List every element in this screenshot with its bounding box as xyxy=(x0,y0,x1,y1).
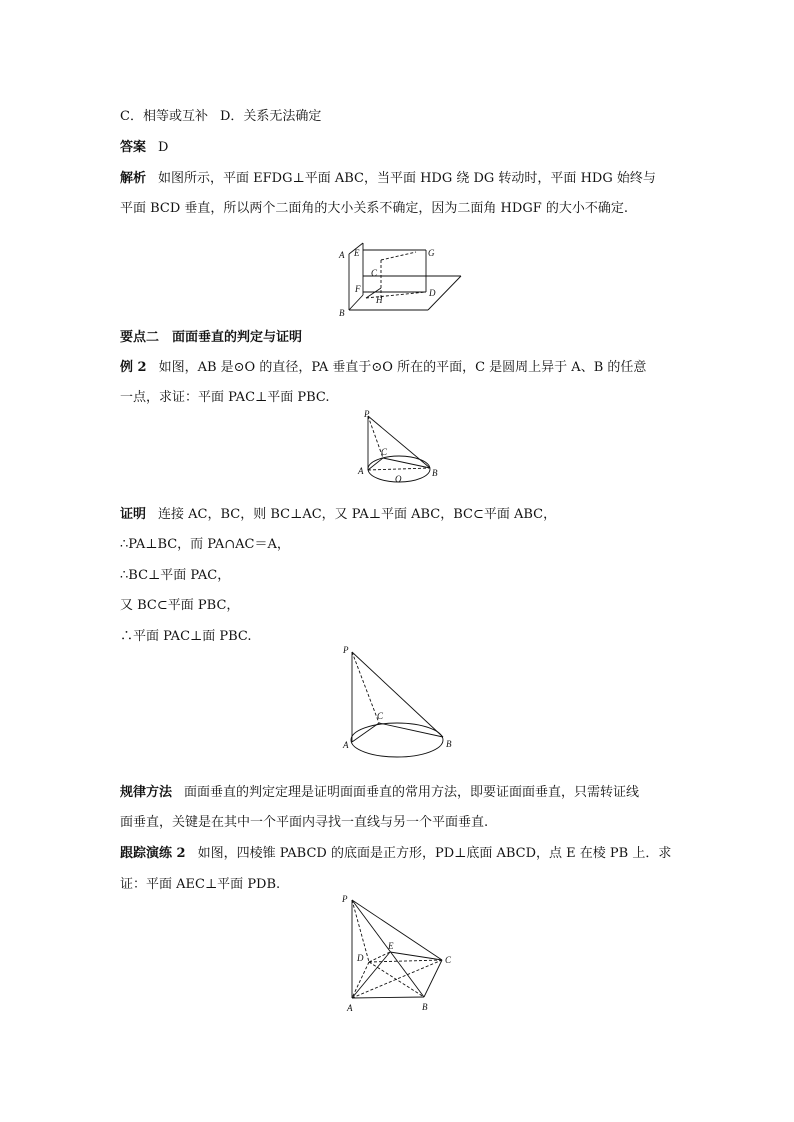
fig4-label-b: B xyxy=(422,1002,428,1012)
fig3-label-c: C xyxy=(377,711,384,721)
figure-planes xyxy=(336,240,466,320)
analysis-label: 解析 xyxy=(120,171,147,186)
analysis-text-1: 如图所示，平面 EFDG⊥平面 ABC，当平面 HDG 绕 DG 转动时，平面 HDG 始终与 xyxy=(158,171,656,186)
method-line-2: 面垂直，关键是在其中一个平面内寻找一直线与另一个平面垂直. xyxy=(120,815,489,830)
analysis-line-1 xyxy=(120,170,656,188)
method-line-1 xyxy=(120,784,639,802)
answer-label: 答案 xyxy=(120,140,147,155)
fig2-label-o: O xyxy=(395,474,402,484)
answer-line xyxy=(120,139,168,157)
fig1-label-b: B xyxy=(339,308,345,318)
fig2-label-p: P xyxy=(364,409,370,419)
fig3-label-b: B xyxy=(446,739,452,749)
fig2-label-a: A xyxy=(358,466,364,476)
fig4-label-p: P xyxy=(342,894,348,904)
fig1-label-h: H xyxy=(376,295,383,305)
fig4-edge xyxy=(390,952,442,960)
fig2-edge xyxy=(383,458,430,468)
fig4-edge xyxy=(352,900,442,960)
proof-line-4: 又 BC⊂平面 PBC， xyxy=(120,598,240,613)
fig4-edge xyxy=(424,960,442,997)
fig1-label-c: C xyxy=(371,268,378,278)
fig4-dashed-edge xyxy=(352,960,442,998)
fig3-label-p: P xyxy=(343,645,349,655)
proof-text-1: 连接 AC，BC，则 BC⊥AC，又 PA⊥平面 ABC，BC⊂平面 ABC， xyxy=(158,507,557,522)
section-heading: 要点二 面面垂直的判定与证明 xyxy=(120,330,303,345)
fig4-dashed-edge xyxy=(369,952,390,962)
fig4-dashed-edge xyxy=(369,960,442,962)
figure-cone-small xyxy=(355,408,445,488)
fig3-dashed-edge xyxy=(352,652,379,723)
fig4-label-c: C xyxy=(445,955,452,965)
fig3-label-a: A xyxy=(343,740,349,750)
option-c: C．相等或互补 xyxy=(120,109,208,124)
practice2-line-1 xyxy=(120,845,671,863)
fig4-label-a: A xyxy=(347,1003,353,1013)
fig2-diameter xyxy=(368,468,430,470)
example2-label: 例 2 xyxy=(120,360,147,375)
proof-line-5: ∴平面 PAC⊥面 PBC. xyxy=(120,629,252,644)
example2-text-1: 如图，AB 是⊙O 的直径，PA 垂直于⊙O 所在的平面，C 是圆周上异于 A、B 的任意 xyxy=(158,360,647,375)
practice2-line-2: 证：平面 AEC⊥平面 PDB. xyxy=(120,877,281,892)
fig4-label-e: E xyxy=(388,941,394,951)
example2-line-2: 一点，求证：平面 PAC⊥平面 PBC. xyxy=(120,390,330,405)
fig2-label-c: C xyxy=(381,447,388,457)
fig1-edge xyxy=(349,295,363,310)
analysis-line-2: 平面 BCD 垂直，所以两个二面角的大小关系不确定，因为二面角 HDGF 的大小不确定. xyxy=(120,201,628,216)
proof-line-1 xyxy=(120,506,556,524)
options-line xyxy=(120,108,321,126)
proof-line-3: ∴BC⊥平面 PAC， xyxy=(120,568,231,583)
option-d: D．关系无法确定 xyxy=(219,109,322,124)
fig4-label-d: D xyxy=(357,953,364,963)
fig1-label-e: E xyxy=(354,248,360,258)
example2-line-1 xyxy=(120,359,646,377)
practice2-text-1: 如图，四棱锥 PABCD 的底面是正方形，PD⊥底面 ABCD，点 E 在棱 PB 上．求 xyxy=(197,846,672,861)
practice2-label: 跟踪演练 2 xyxy=(120,846,186,861)
answer-value: D xyxy=(158,140,169,155)
proof-line-2: ∴PA⊥BC，而 PA∩AC＝A， xyxy=(120,537,290,552)
fig1-dashed-edge xyxy=(366,292,426,298)
fig4-edge xyxy=(352,997,424,998)
fig1-dashed-edge xyxy=(381,252,416,260)
method-label: 规律方法 xyxy=(120,785,173,800)
fig3-base-circle xyxy=(351,723,443,757)
proof-label: 证明 xyxy=(120,507,147,522)
figure-pyramid xyxy=(338,890,468,1020)
fig3-edge xyxy=(352,652,443,737)
fig1-label-f: F xyxy=(355,284,361,294)
fig1-label-g: G xyxy=(428,248,435,258)
fig1-label-d: D xyxy=(429,288,436,298)
method-text-1: 面面垂直的判定定理是证明面面垂直的常用方法，即要证面面垂直，只需转证线 xyxy=(184,785,640,800)
fig2-label-b: B xyxy=(432,468,438,478)
figure-cone-large xyxy=(335,644,465,759)
fig1-label-a: A xyxy=(339,250,345,260)
